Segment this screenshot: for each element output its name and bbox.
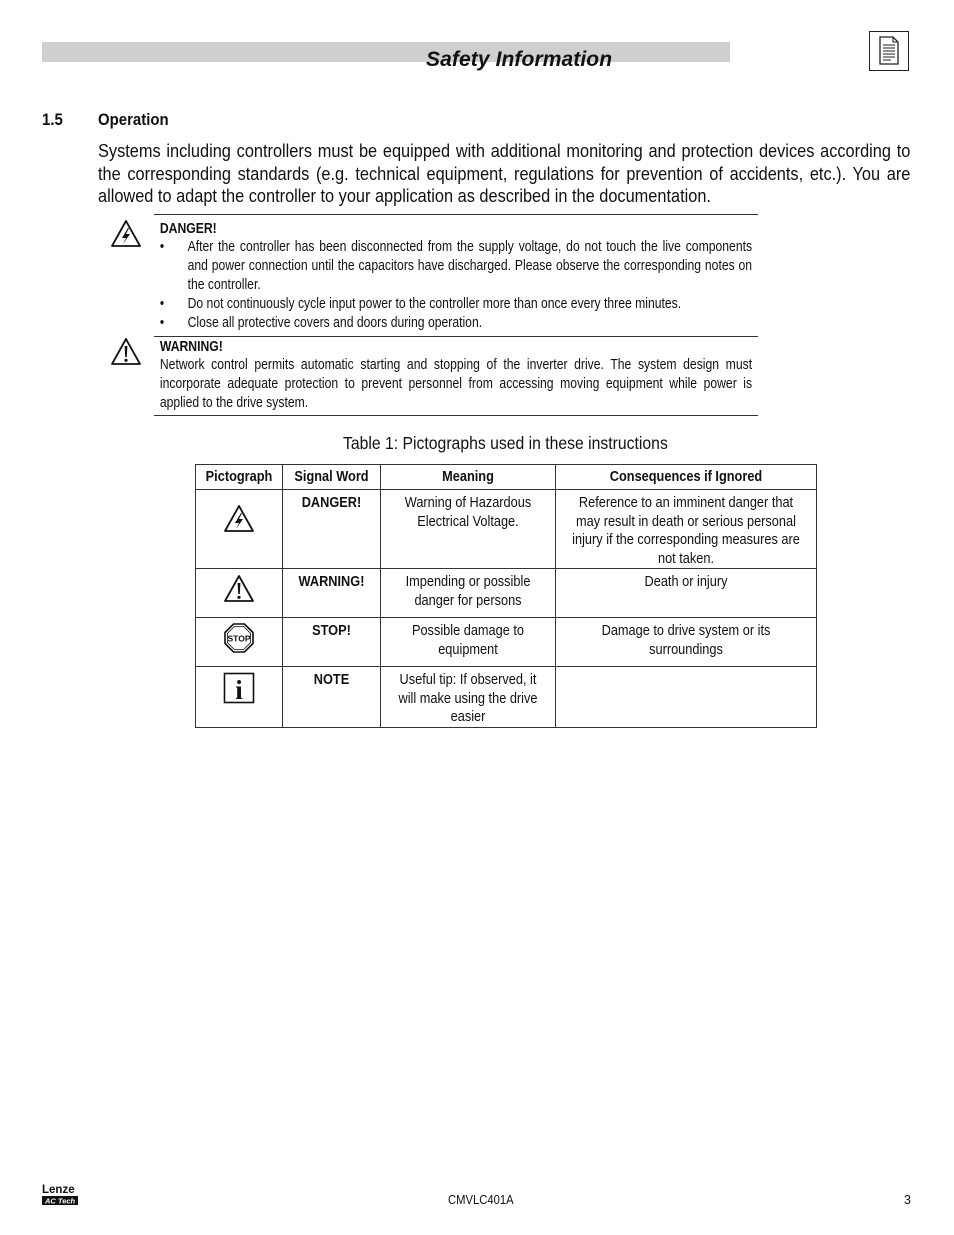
svg-text:i: i [235, 675, 243, 704]
signal-word-cell: DANGER! [283, 490, 381, 569]
list-item [160, 238, 752, 295]
column-header: Meaning [381, 465, 556, 490]
consequence-cell: Death or injury [556, 569, 817, 618]
consequence-cell [556, 667, 817, 728]
pictograph-cell [196, 490, 283, 569]
column-header: Signal Word [283, 465, 381, 490]
danger-list [160, 238, 752, 336]
svg-text:STOP: STOP [227, 633, 251, 644]
warning-notice [154, 333, 758, 416]
danger-heading: DANGER! [159, 221, 217, 237]
stop-icon [223, 622, 255, 654]
intro-paragraph: Systems including controllers must be equipped with additional monitoring and protection devices according to the corresponding standards (e.g. technical equipment, regulations for prevention of accidents, etc.). You are allowed to adapt the controller to your application as described in the documentation. [98, 140, 911, 206]
danger-item-1: After the controller has been disconnected from the supply voltage, do not touch the live components and power connection until the capacitors have discharged. Please observe the corresponding notes on the controller. [187, 239, 753, 293]
signal-word-cell: STOP! [283, 618, 381, 667]
warning-icon [223, 574, 255, 604]
danger-notice [154, 214, 758, 337]
signal-word-cell: WARNING! [283, 569, 381, 618]
bullet: • [159, 239, 165, 255]
electrical-hazard-icon [110, 219, 142, 254]
document-code: CMVLC401A [448, 1193, 514, 1207]
table-caption: Table 1: Pictographs used in these instructions [343, 433, 668, 453]
header-bar [42, 42, 730, 62]
meaning-cell: Impending or possible danger for persons [381, 569, 556, 618]
bullet: • [159, 315, 165, 331]
meaning-cell: Warning of Hazardous Electrical Voltage. [381, 490, 556, 569]
svg-text:AC Tech: AC Tech [45, 1196, 76, 1206]
warning-icon [110, 337, 142, 372]
consequence-cell: Damage to drive system or its surroundings [556, 618, 817, 667]
electrical-hazard-icon [223, 504, 255, 534]
table-row [196, 569, 817, 618]
consequence-cell: Reference to an imminent danger that may result in death or serious personal injury if the corresponding measures are not taken. [556, 490, 817, 569]
list-item [160, 295, 752, 314]
pictograph-cell [196, 667, 283, 728]
page-number: 3 [904, 1193, 911, 1207]
pictograph-cell [196, 618, 283, 667]
table-header-row [196, 465, 817, 490]
signal-word-cell: NOTE [283, 667, 381, 728]
bullet: • [159, 296, 165, 312]
danger-item-2: Do not continuously cycle input power to the controller more than once every three minutes. [187, 296, 682, 312]
table-row [196, 490, 817, 569]
warning-heading: WARNING! [159, 339, 223, 355]
meaning-cell: Useful tip: If observed, it will make using the drive easier [381, 667, 556, 728]
column-header: Consequences if Ignored [556, 465, 817, 490]
column-header: Pictograph [196, 465, 283, 490]
document-icon [869, 31, 909, 71]
danger-item-3: Close all protective covers and doors during operation. [187, 315, 483, 331]
pictograph-table [195, 464, 817, 728]
svg-text:Lenze: Lenze [42, 1184, 75, 1196]
table-row [196, 667, 817, 728]
meaning-cell: Possible damage to equipment [381, 618, 556, 667]
page-title: Safety Information [426, 48, 613, 71]
pictograph-cell [196, 569, 283, 618]
section-title: Operation [98, 110, 169, 129]
company-logo [42, 1183, 82, 1212]
section-number: 1.5 [42, 110, 63, 129]
table-row [196, 618, 817, 667]
warning-text: Network control permits automatic starting and stopping of the inverter drive. The system design must incorporate adequate protection to prevent personnel from accessing moving equipment while power is applied to the drive system. [159, 357, 753, 411]
info-icon [223, 672, 255, 704]
